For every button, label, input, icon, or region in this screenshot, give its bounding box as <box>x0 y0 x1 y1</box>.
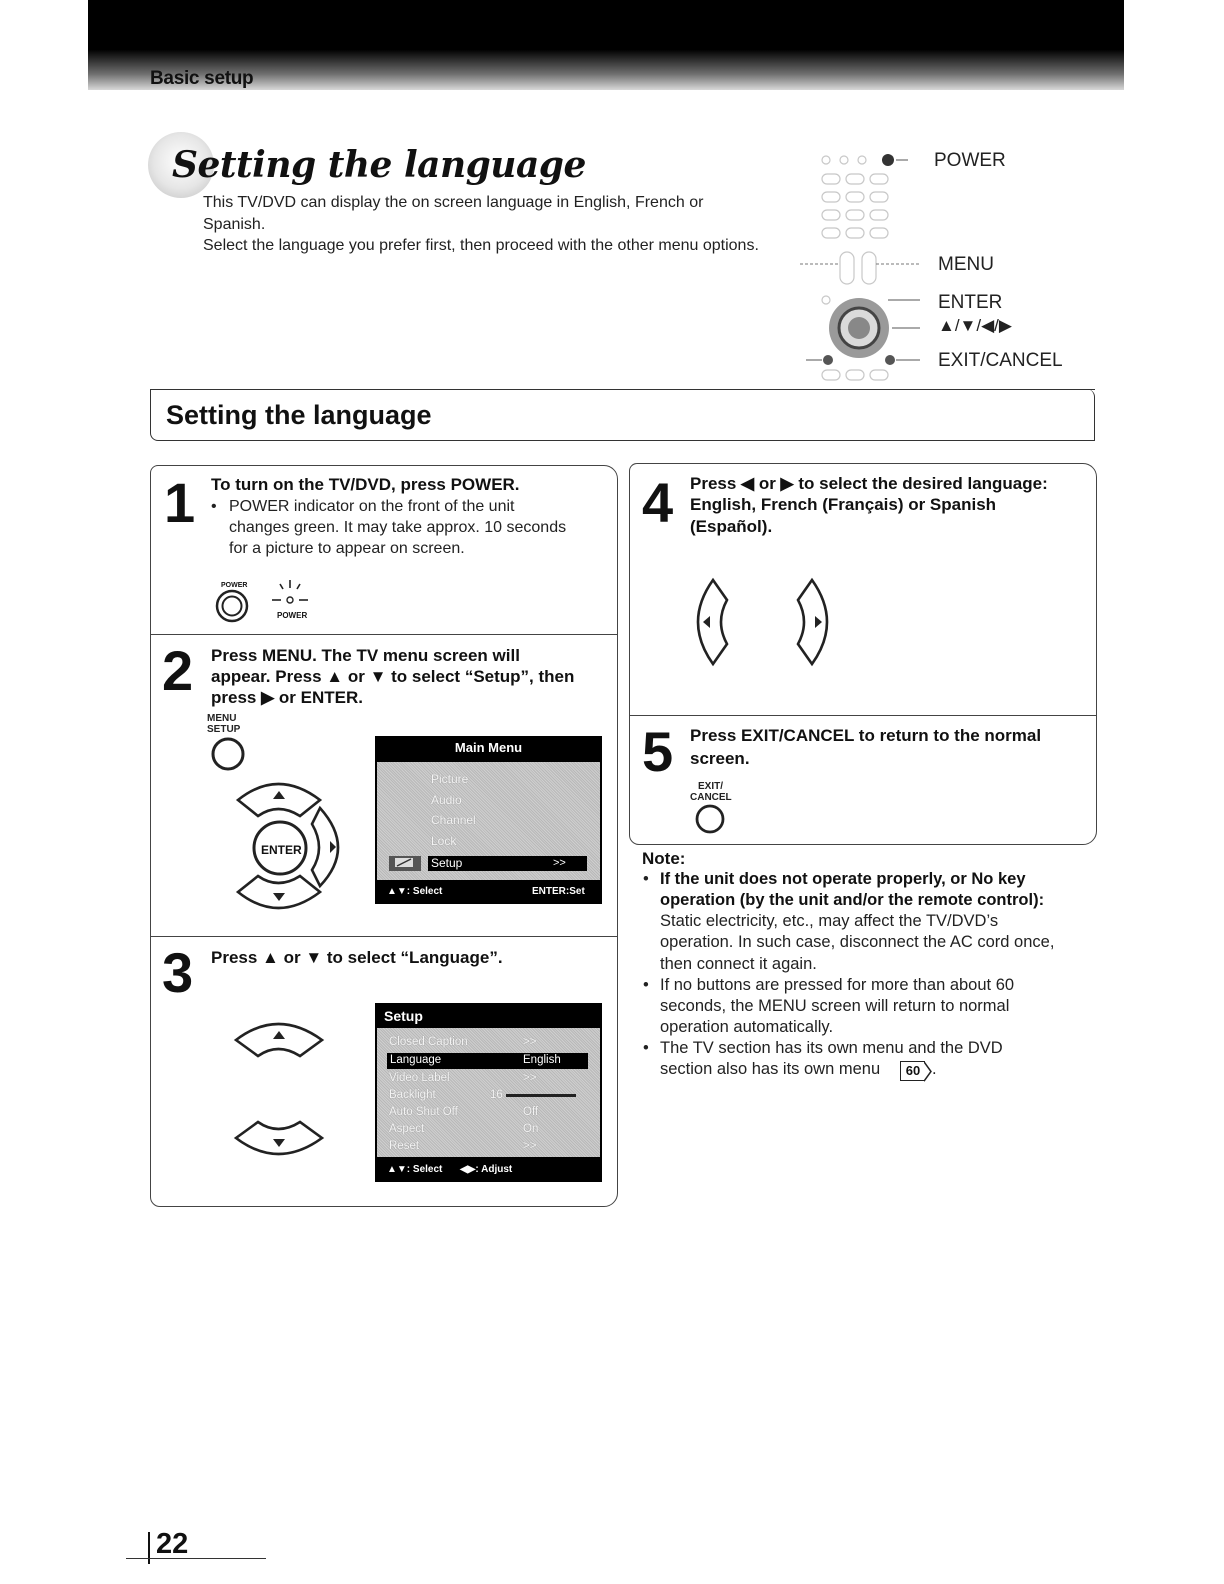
note-line: then connect it again. <box>660 955 817 973</box>
page-number: 22 <box>156 1528 189 1560</box>
note-line: operation automatically. <box>660 1018 834 1036</box>
step-4-line: (Español). <box>690 517 773 536</box>
note-line: The TV section has its own menu and the DVD <box>660 1039 1003 1057</box>
note-line: section also has its own menu <box>660 1060 881 1078</box>
note-period: . <box>932 1060 937 1078</box>
remote-label-power: POWER <box>934 150 1006 171</box>
note-line: If no buttons are pressed for more than about 60 <box>660 976 1015 994</box>
menu-button-label: MENU <box>207 713 237 724</box>
backlight-slider-bar <box>506 1094 576 1097</box>
step-1-bullet-line: POWER indicator on the front of the unit <box>229 498 515 515</box>
note-line: operation. In such case, disconnect the AC cord once, <box>660 933 1055 951</box>
note-line: If the unit does not operate properly, or No key <box>660 870 1026 888</box>
note-line: Static electricity, etc., may affect the TV/DVD’s <box>660 912 999 930</box>
step-divider <box>630 715 1096 716</box>
step-5-line: Press EXIT/CANCEL to return to the normal <box>690 726 1042 745</box>
intro-line: Select the language you prefer first, then proceed with the other menu options. <box>203 237 759 254</box>
page-number-rule <box>148 1532 150 1564</box>
note-line: operation (by the unit and/or the remote control): <box>660 891 1045 909</box>
menu-item-lock: Lock <box>431 834 457 848</box>
step-3-heading: Press ▲ or ▼ to select “Language”. <box>211 948 503 967</box>
up-arrow-button-icon <box>232 1020 326 1060</box>
cancel-button-label: CANCEL <box>690 792 732 803</box>
step-4-line: Press ◀ or ▶ to select the desired language: <box>690 474 1048 493</box>
power-button-icon <box>214 589 250 623</box>
remote-control-icon <box>800 140 920 390</box>
setup-row-value: >> <box>523 1140 537 1152</box>
intro-line: Spanish. <box>203 216 266 233</box>
power-indicator-label: POWER <box>277 611 308 620</box>
exit-cancel-button-icon <box>694 803 726 835</box>
enter-button-label: ENTER <box>261 843 302 857</box>
remote-label-exit-cancel: EXIT/CANCEL <box>938 350 1063 371</box>
setup-button-label: SETUP <box>207 724 241 735</box>
note-title: Note: <box>642 849 686 868</box>
bullet: • <box>643 870 649 888</box>
note-line: seconds, the MENU screen will return to normal <box>660 997 1010 1015</box>
step-number: 5 <box>642 720 674 783</box>
step-1-bullet-line: changes green. It may take approx. 10 seconds <box>229 519 567 536</box>
page-number-underline <box>126 1558 266 1559</box>
section-title: Setting the language <box>166 400 432 430</box>
menu-button-icon <box>210 736 246 772</box>
menu-item-setup-arrow: >> <box>553 857 566 869</box>
step-number: 3 <box>162 941 194 1004</box>
setup-row-language-value: English <box>523 1054 561 1066</box>
remote-label-menu: MENU <box>938 254 994 275</box>
setup-row-label: Aspect <box>389 1123 425 1135</box>
bullet: • <box>643 976 649 994</box>
step-divider <box>151 936 617 937</box>
setup-tools-icon <box>387 853 423 873</box>
setup-row-value: >> <box>523 1036 537 1048</box>
setup-row-label: Reset <box>389 1140 420 1152</box>
setup-row-label: Video Label <box>389 1072 450 1084</box>
down-arrow-button-icon <box>232 1118 326 1158</box>
right-arrow-button-icon <box>792 576 832 668</box>
setup-footer-adjust: ◀▶: Adjust <box>460 1164 513 1175</box>
power-button-label: POWER <box>221 582 248 589</box>
step-5-line: screen. <box>690 749 750 768</box>
main-menu-title: Main Menu <box>454 740 523 755</box>
step-number: 1 <box>164 471 196 534</box>
section-label: Basic setup <box>150 68 254 89</box>
step-number: 4 <box>642 471 674 534</box>
setup-footer-select: ▲▼: Select <box>387 1164 443 1175</box>
menu-item-channel: Channel <box>431 813 476 827</box>
step-number: 2 <box>162 639 194 702</box>
menu-footer-select: ▲▼: Select <box>387 886 443 897</box>
remote-label-arrows: ▲/▼/◀/▶ <box>938 316 1012 335</box>
step-4-line: English, French (Français) or Spanish <box>690 495 997 514</box>
setup-row-value: Off <box>523 1106 539 1118</box>
setup-row-label: Auto Shut Off <box>389 1106 458 1118</box>
setup-row-label: Backlight <box>389 1089 436 1101</box>
step-2-line: appear. Press ▲ or ▼ to select “Setup”, then <box>211 667 575 686</box>
menu-item-setup: Setup <box>431 856 463 870</box>
page-reference-badge: 60 <box>900 1061 925 1081</box>
step-1-bullet-line: for a picture to appear on screen. <box>229 540 465 557</box>
step-2-line: Press MENU. The TV menu screen will <box>211 646 520 665</box>
setup-row-value: On <box>523 1123 539 1135</box>
bullet: • <box>643 1039 649 1057</box>
setup-row-language: Language <box>390 1054 442 1066</box>
setup-row-label: Closed Caption <box>389 1036 468 1048</box>
left-arrow-button-icon <box>693 576 733 668</box>
page-reference-pointer-icon <box>924 1061 932 1082</box>
menu-item-picture: Picture <box>431 772 469 786</box>
menu-item-audio: Audio <box>431 793 462 807</box>
bullet: • <box>211 498 217 515</box>
setup-row-value: >> <box>523 1072 537 1084</box>
setup-row-value: 16 <box>490 1089 503 1101</box>
step-2-line: press ▶ or ENTER. <box>211 688 363 707</box>
menu-footer-set: ENTER:Set <box>532 886 585 897</box>
exit-button-label: EXIT/ <box>698 781 724 792</box>
step-1-heading: To turn on the TV/DVD, press POWER. <box>211 475 520 494</box>
remote-label-enter: ENTER <box>938 292 1003 313</box>
step-divider <box>151 634 617 635</box>
power-indicator-icon <box>268 578 312 608</box>
page-title: Setting the language <box>172 144 586 186</box>
setup-menu-title: Setup <box>384 1008 423 1024</box>
intro-line: This TV/DVD can display the on screen language in English, French or <box>203 194 704 211</box>
